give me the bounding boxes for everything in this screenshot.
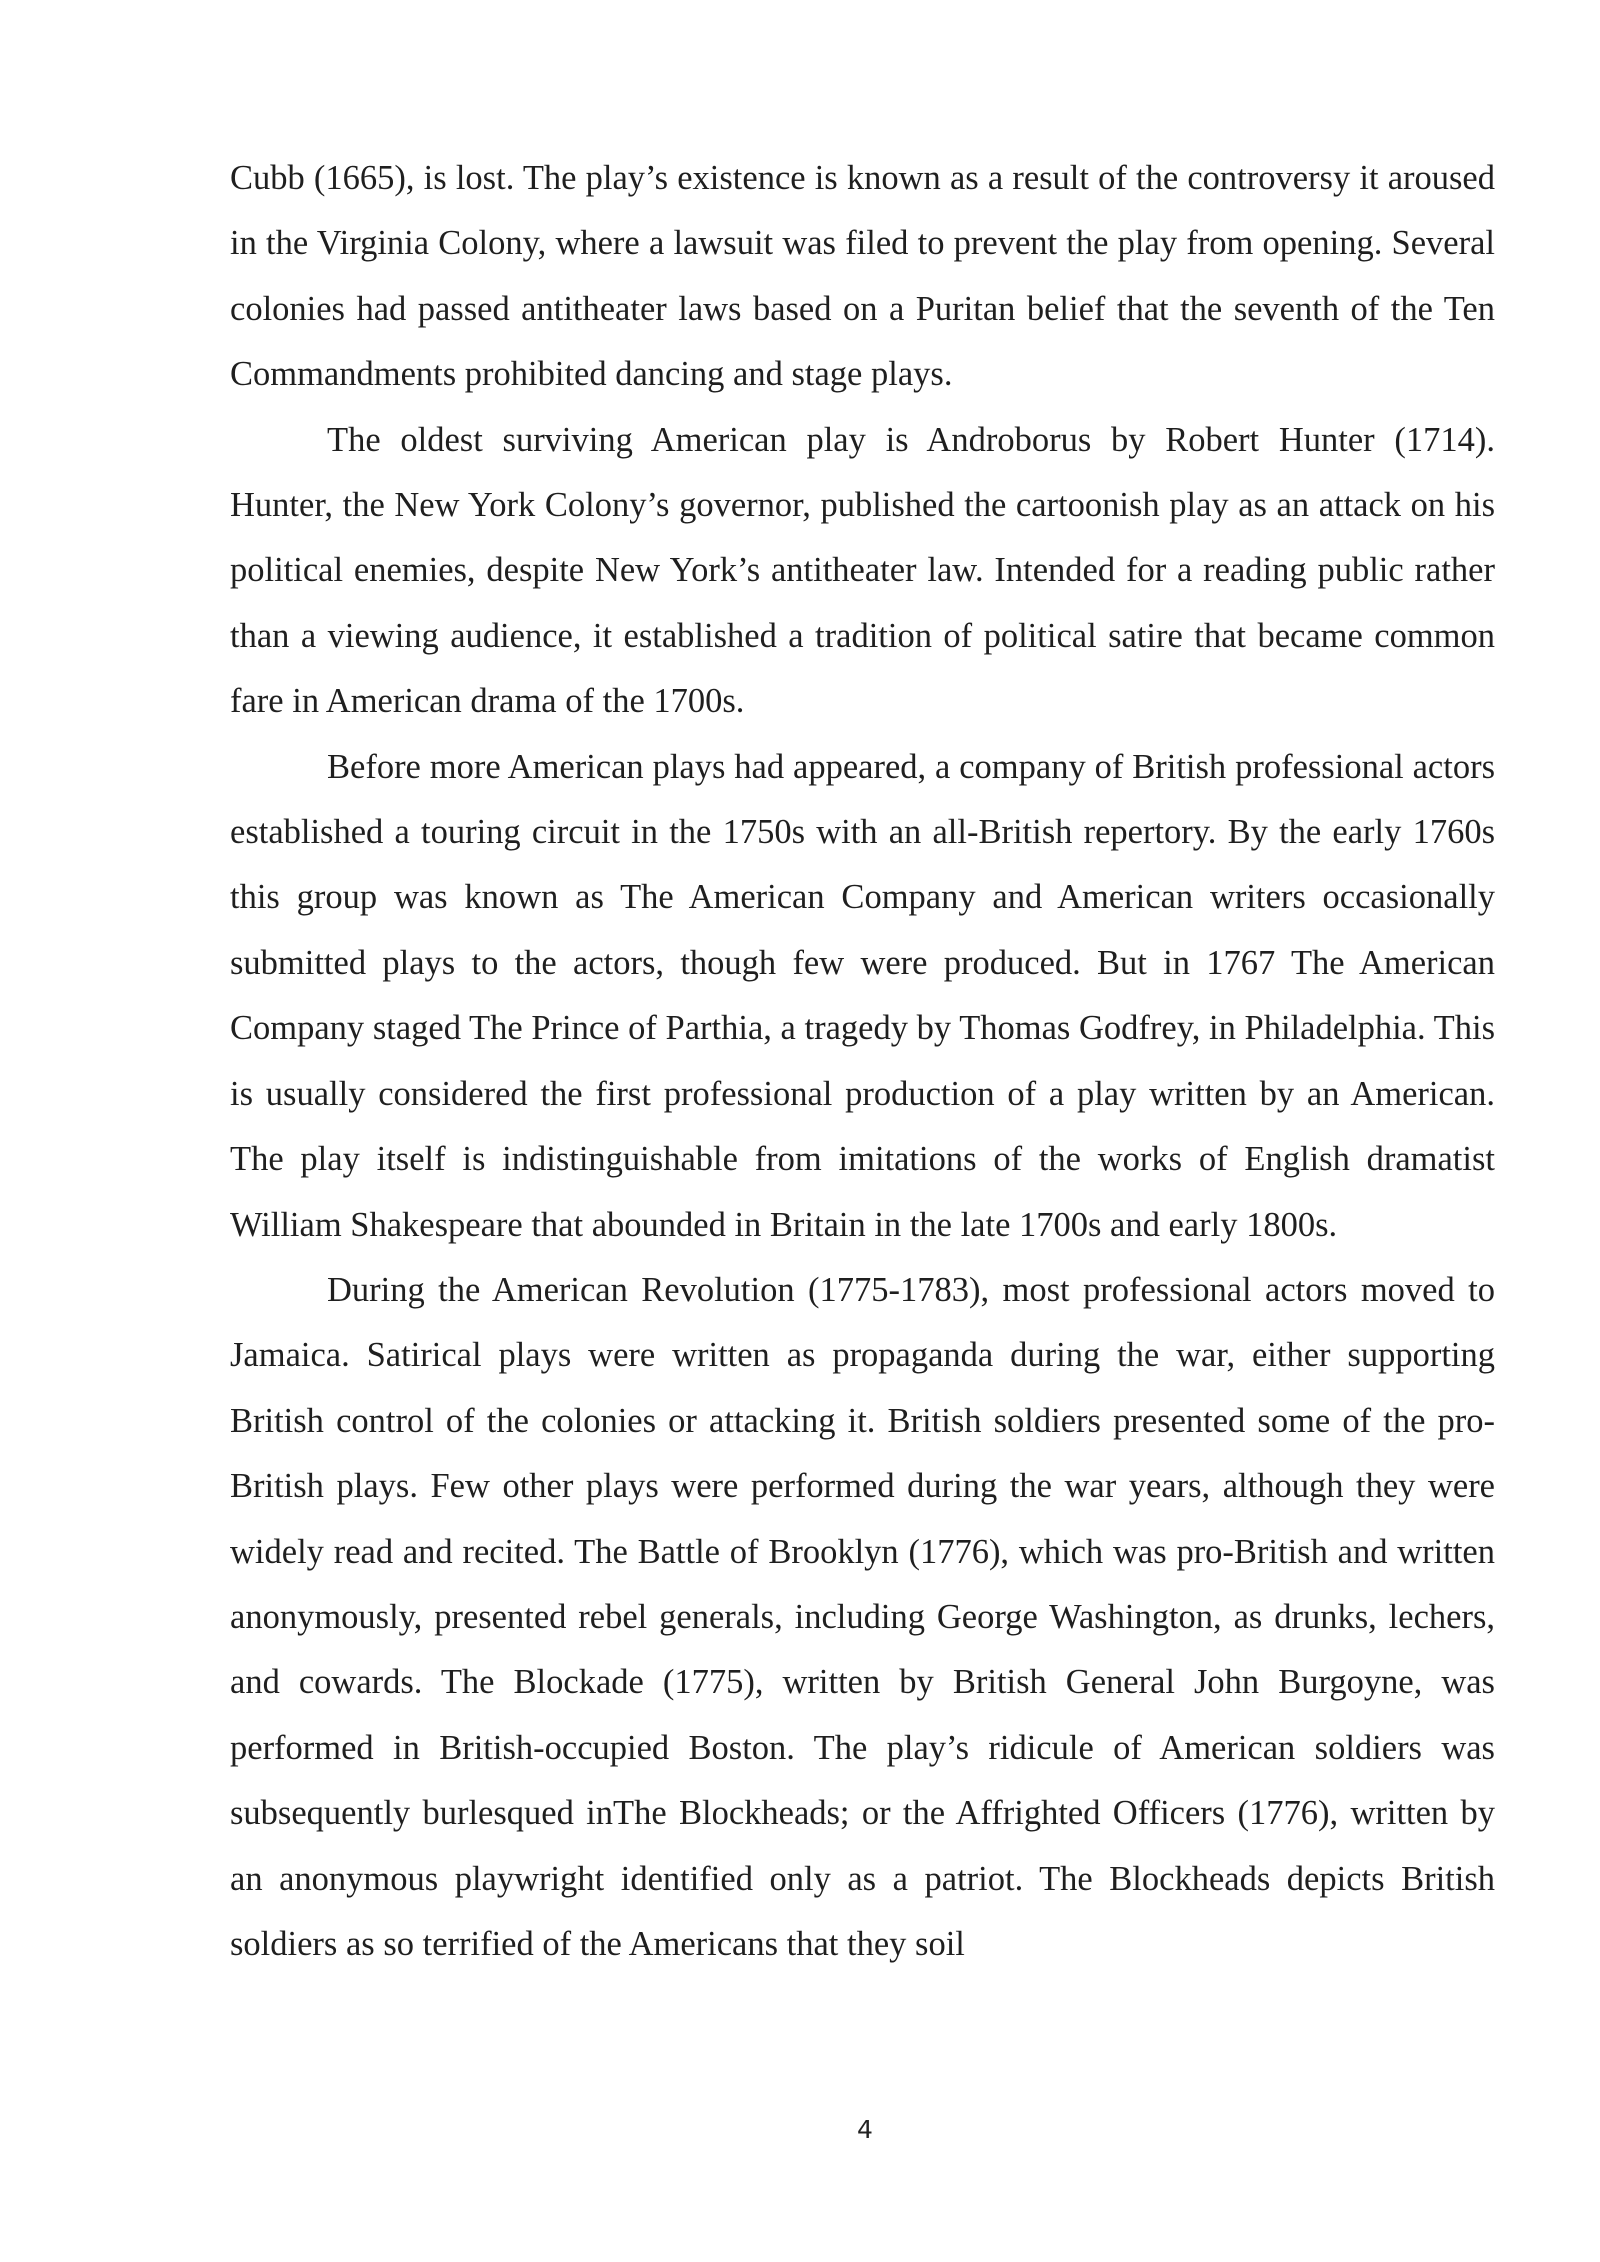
paragraph-androborus: The oldest surviving American play is Androborus by Robert Hunter (1714). Hunter, the New York Colony’s governor, published the cartoonish play as an attack on his political enemies, despite New York’s antitheater law. Intended for a reading public rather than a viewing audience, it established a tradition of political satire that became common fare in American drama of the 1700s. (230, 420, 1495, 721)
paragraph-continued: Cubb (1665), is lost. The play’s existence is known as a result of the controversy it aroused in the Virginia Colony, where a lawsuit was filed to prevent the play from opening. Several colonies had passed antitheater laws based on a Puritan belief that the seventh of the Ten Commandments prohibited dancing and stage plays. (230, 159, 1495, 394)
paragraph-revolution: During the American Revolution (1775-1783), most professional actors moved to Jamaica. Satirical plays were written as propaganda during the war, either supporting British control of the colonies or attacking it. British soldiers presented some of the pro-British plays. Few other plays were performed during the war years, although they were widely read and recited. The Battle of Brooklyn (1776), which was pro-British and written anonymously, presented rebel generals, including George Washington, as drunks, lechers, and cowards. The Blockade (1775), written by British General John Burgoyne, was performed in British-occupied Boston. The play’s ridicule of American soldiers was subsequently burlesqued inThe Blockheads; or the Affrighted Officers (1776), written by an anonymous playwright identified only as a patriot. The Blockheads depicts British soldiers as so terrified of the Americans that they soil (230, 1270, 1495, 1963)
paragraph-american-company: Before more American plays had appeared, a company of British professional actors established a touring circuit in the 1750s with an all-British repertory. By the early 1760s this group was known as The American Company and American writers occasionally submitted plays to the actors, though few were produced. But in 1767 The American Company staged The Prince of Parthia, a tragedy by Thomas Godfrey, in Philadelphia. This is usually considered the first professional production of a play written by an American. The play itself is indistinguishable from imitations of the works of English dramatist William Shakespeare that abounded in Britain in the late 1700s and early 1800s. (230, 747, 1495, 1244)
page-number: 4 (857, 2115, 873, 2144)
body-text (230, 146, 1495, 1977)
